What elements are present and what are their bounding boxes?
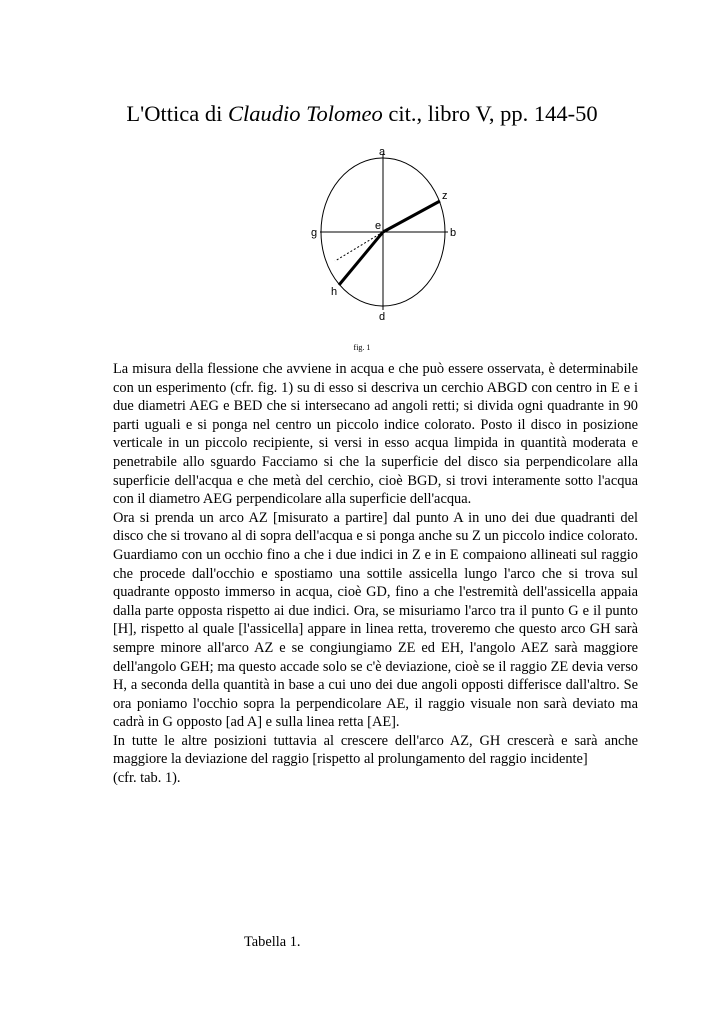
body-text <box>113 360 638 788</box>
ray-ze <box>383 201 440 232</box>
title-italic: Claudio Tolomeo <box>227 101 383 126</box>
circle-diagram <box>300 140 470 325</box>
figure-1 <box>300 140 470 325</box>
figure-caption: fig. 1 <box>353 343 371 352</box>
label-b: b <box>450 227 457 239</box>
paragraph-4: (cfr. tab. 1). <box>113 770 181 787</box>
table-label: Tabella 1. <box>244 934 301 950</box>
title-prefix: L'Ottica di <box>126 101 228 126</box>
label-d: d <box>379 311 386 323</box>
ray-eh <box>339 232 383 285</box>
label-g: g <box>311 227 318 239</box>
label-e: e <box>375 220 382 232</box>
page-title <box>0 100 724 128</box>
label-a: a <box>379 146 386 158</box>
paragraph-3: In tutte le altre posizioni tuttavia al crescere dell'arco AZ, GH crescerà e sarà anche maggiore la deviazione del raggio [rispetto al prolungamento del raggio incidente] <box>113 732 638 768</box>
ray-dashed-extension <box>335 232 383 261</box>
paragraph-2: Ora si prenda un arco AZ [misurato a partire] dal punto A in uno dei due quadranti del disco che si trovano al di sopra dell'acqua e si ponga anche su Z un piccolo indice colorato. Guardiamo con un occhio fino a che i due indici in Z e in E compaiono allineati sul raggio che procede dall'occhio e spostiamo una sottile assicella lungo l'arco che si trova sul quadrante opposto immerso in acqua, cioè GD, fino a che l'estremità dell'assicella appaia dalla parte opposta rispetto ai due indici. Ora, se misuriamo l'arco tra il punto G e il punto [H], rispetto al quale [l'assicella] appare in linea retta, troveremo che questo arco GH sarà sempre minore all'arco AZ e se congiungiamo ZE ed EH, l'angolo AEZ sarà maggiore dell'angolo GEH; ma questo accade solo se c'è deviazione, cioè se il raggio ZE devia verso H, a seconda della quantità in base a cui uno dei due angoli opposti differisce dall'altro. Se ora poniamo l'occhio sopra la perpendicolare AE, il raggio visuale non sarà deviato ma cadrà in G opposto [ad A] e sulla linea retta [AE]. <box>113 509 638 731</box>
title-suffix: cit., libro V, pp. 144-50 <box>382 101 598 126</box>
label-z: z <box>442 190 448 202</box>
label-h: h <box>331 286 338 298</box>
paragraph-1: La misura della flessione che avviene in acqua e che può essere osservata, è determinabile con un esperimento (cfr. fig. 1) su di esso si descriva un cerchio ABGD con centro in E e i due diametri AEG e BED che si intersecano ad angoli retti; si divida ogni quadrante in 90 parti uguali e si ponga nel centro un piccolo indice colorato. Posto il disco in posizione verticale in un piccolo recipiente, si versi in esso acqua limpida in quantità moderata e penetrabile allo sguardo Facciamo si che la superficie del disco sia perpendicolare alla superficie dell'acqua e che metà del cerchio, cioè BGD, si trovi interamente sotto l'acqua con il diametro AEG perpendicolare alla superficie dell'acqua. <box>113 361 638 508</box>
